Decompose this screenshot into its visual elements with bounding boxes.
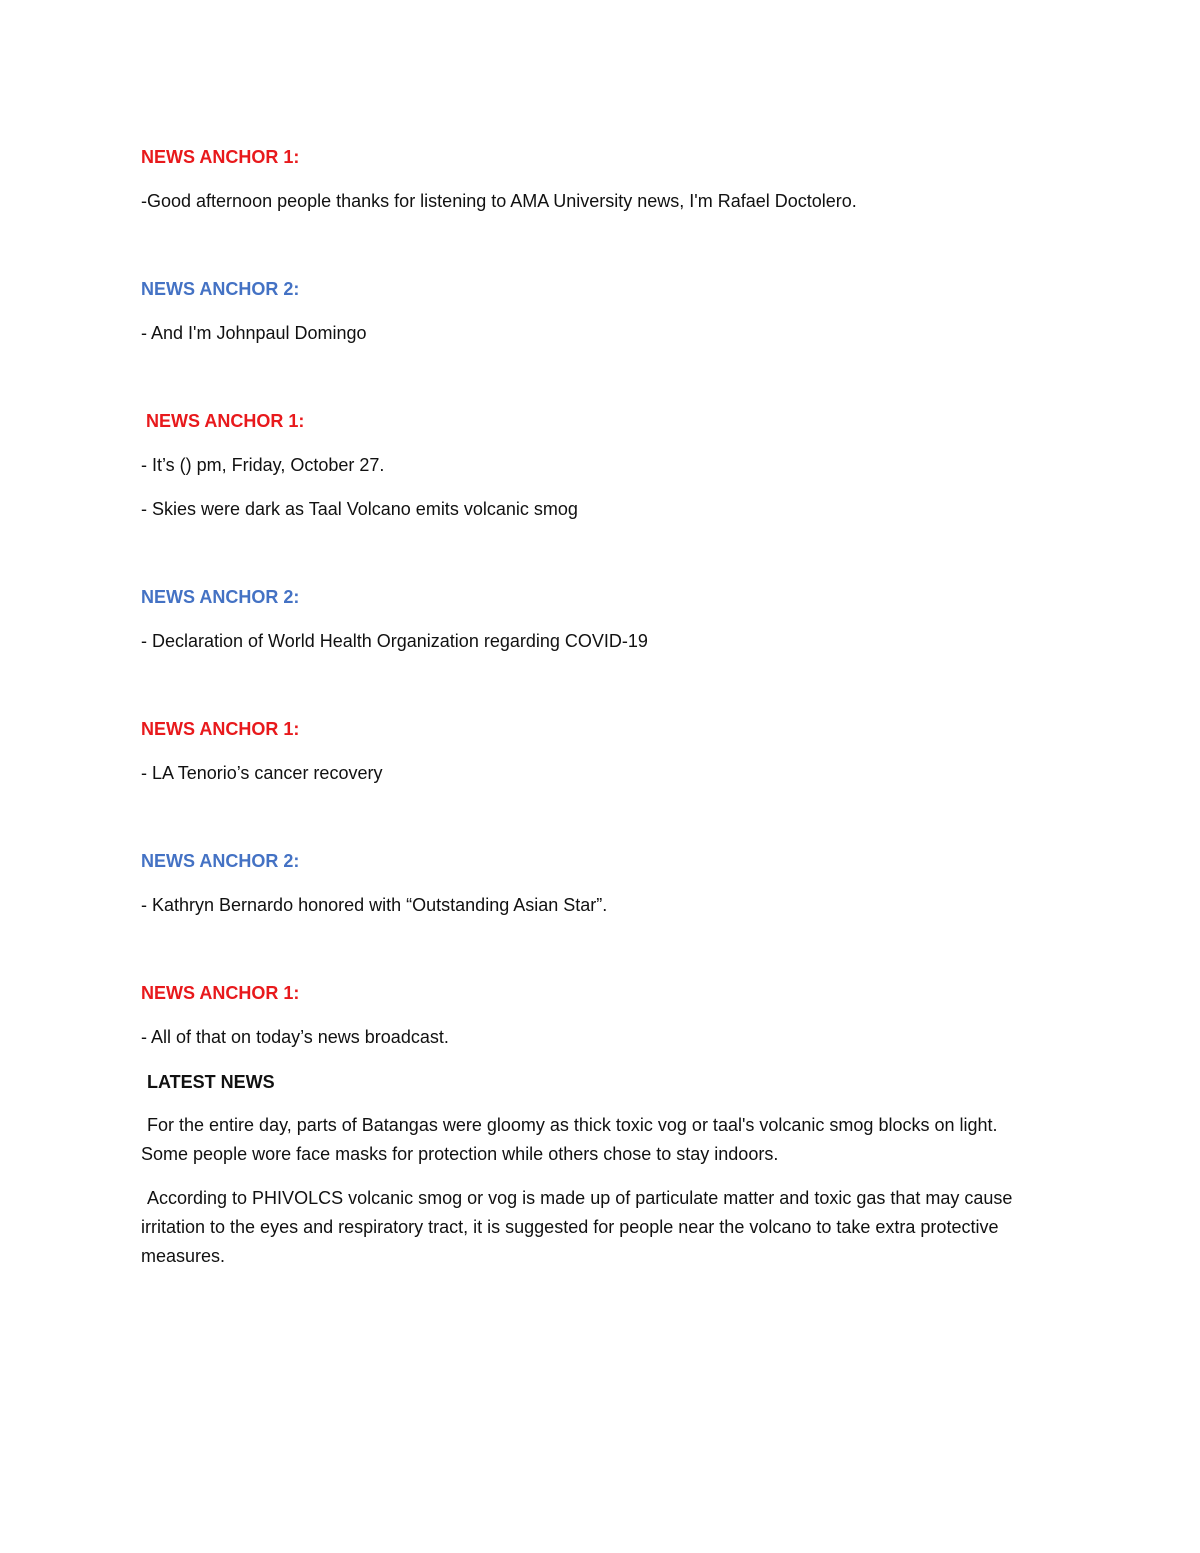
script-line: - Kathryn Bernardo honored with “Outstanding Asian Star”. <box>141 895 608 915</box>
script-line: - Skies were dark as Taal Volcano emits volcanic smog <box>141 499 578 519</box>
speaker-label-anchor-2: NEWS ANCHOR 2: <box>141 851 300 871</box>
speaker-label-anchor-1: NEWS ANCHOR 1: <box>141 983 300 1003</box>
script-line: - LA Tenorio’s cancer recovery <box>141 763 383 783</box>
latest-news-heading: LATEST NEWS <box>147 1072 275 1092</box>
script-line: - Declaration of World Health Organization regarding COVID-19 <box>141 631 648 651</box>
script-line: - All of that on today’s news broadcast. <box>141 1027 449 1047</box>
script-line: -Good afternoon people thanks for listening to AMA University news, I'm Rafael Doctolero. <box>141 191 857 211</box>
speaker-label-anchor-2: NEWS ANCHOR 2: <box>141 279 300 299</box>
speaker-label-anchor-1: NEWS ANCHOR 1: <box>146 411 305 431</box>
speaker-label-anchor-1: NEWS ANCHOR 1: <box>141 147 300 167</box>
speaker-label-anchor-1: NEWS ANCHOR 1: <box>141 719 300 739</box>
speaker-label-anchor-2: NEWS ANCHOR 2: <box>141 587 300 607</box>
script-line: - And I'm Johnpaul Domingo <box>141 323 367 343</box>
news-paragraph: For the entire day, parts of Batangas were gloomy as thick toxic vog or taal's volcanic smog blocks on light. Some people wore face masks for protection while others chose to stay indoors. <box>141 1115 998 1164</box>
news-paragraph: According to PHIVOLCS volcanic smog or vog is made up of particulate matter and toxic gas that may cause irritation to the eyes and respiratory tract, it is suggested for people near the volcano to take extra protective measures. <box>141 1188 1013 1266</box>
script-line: - It’s () pm, Friday, October 27. <box>141 455 385 475</box>
